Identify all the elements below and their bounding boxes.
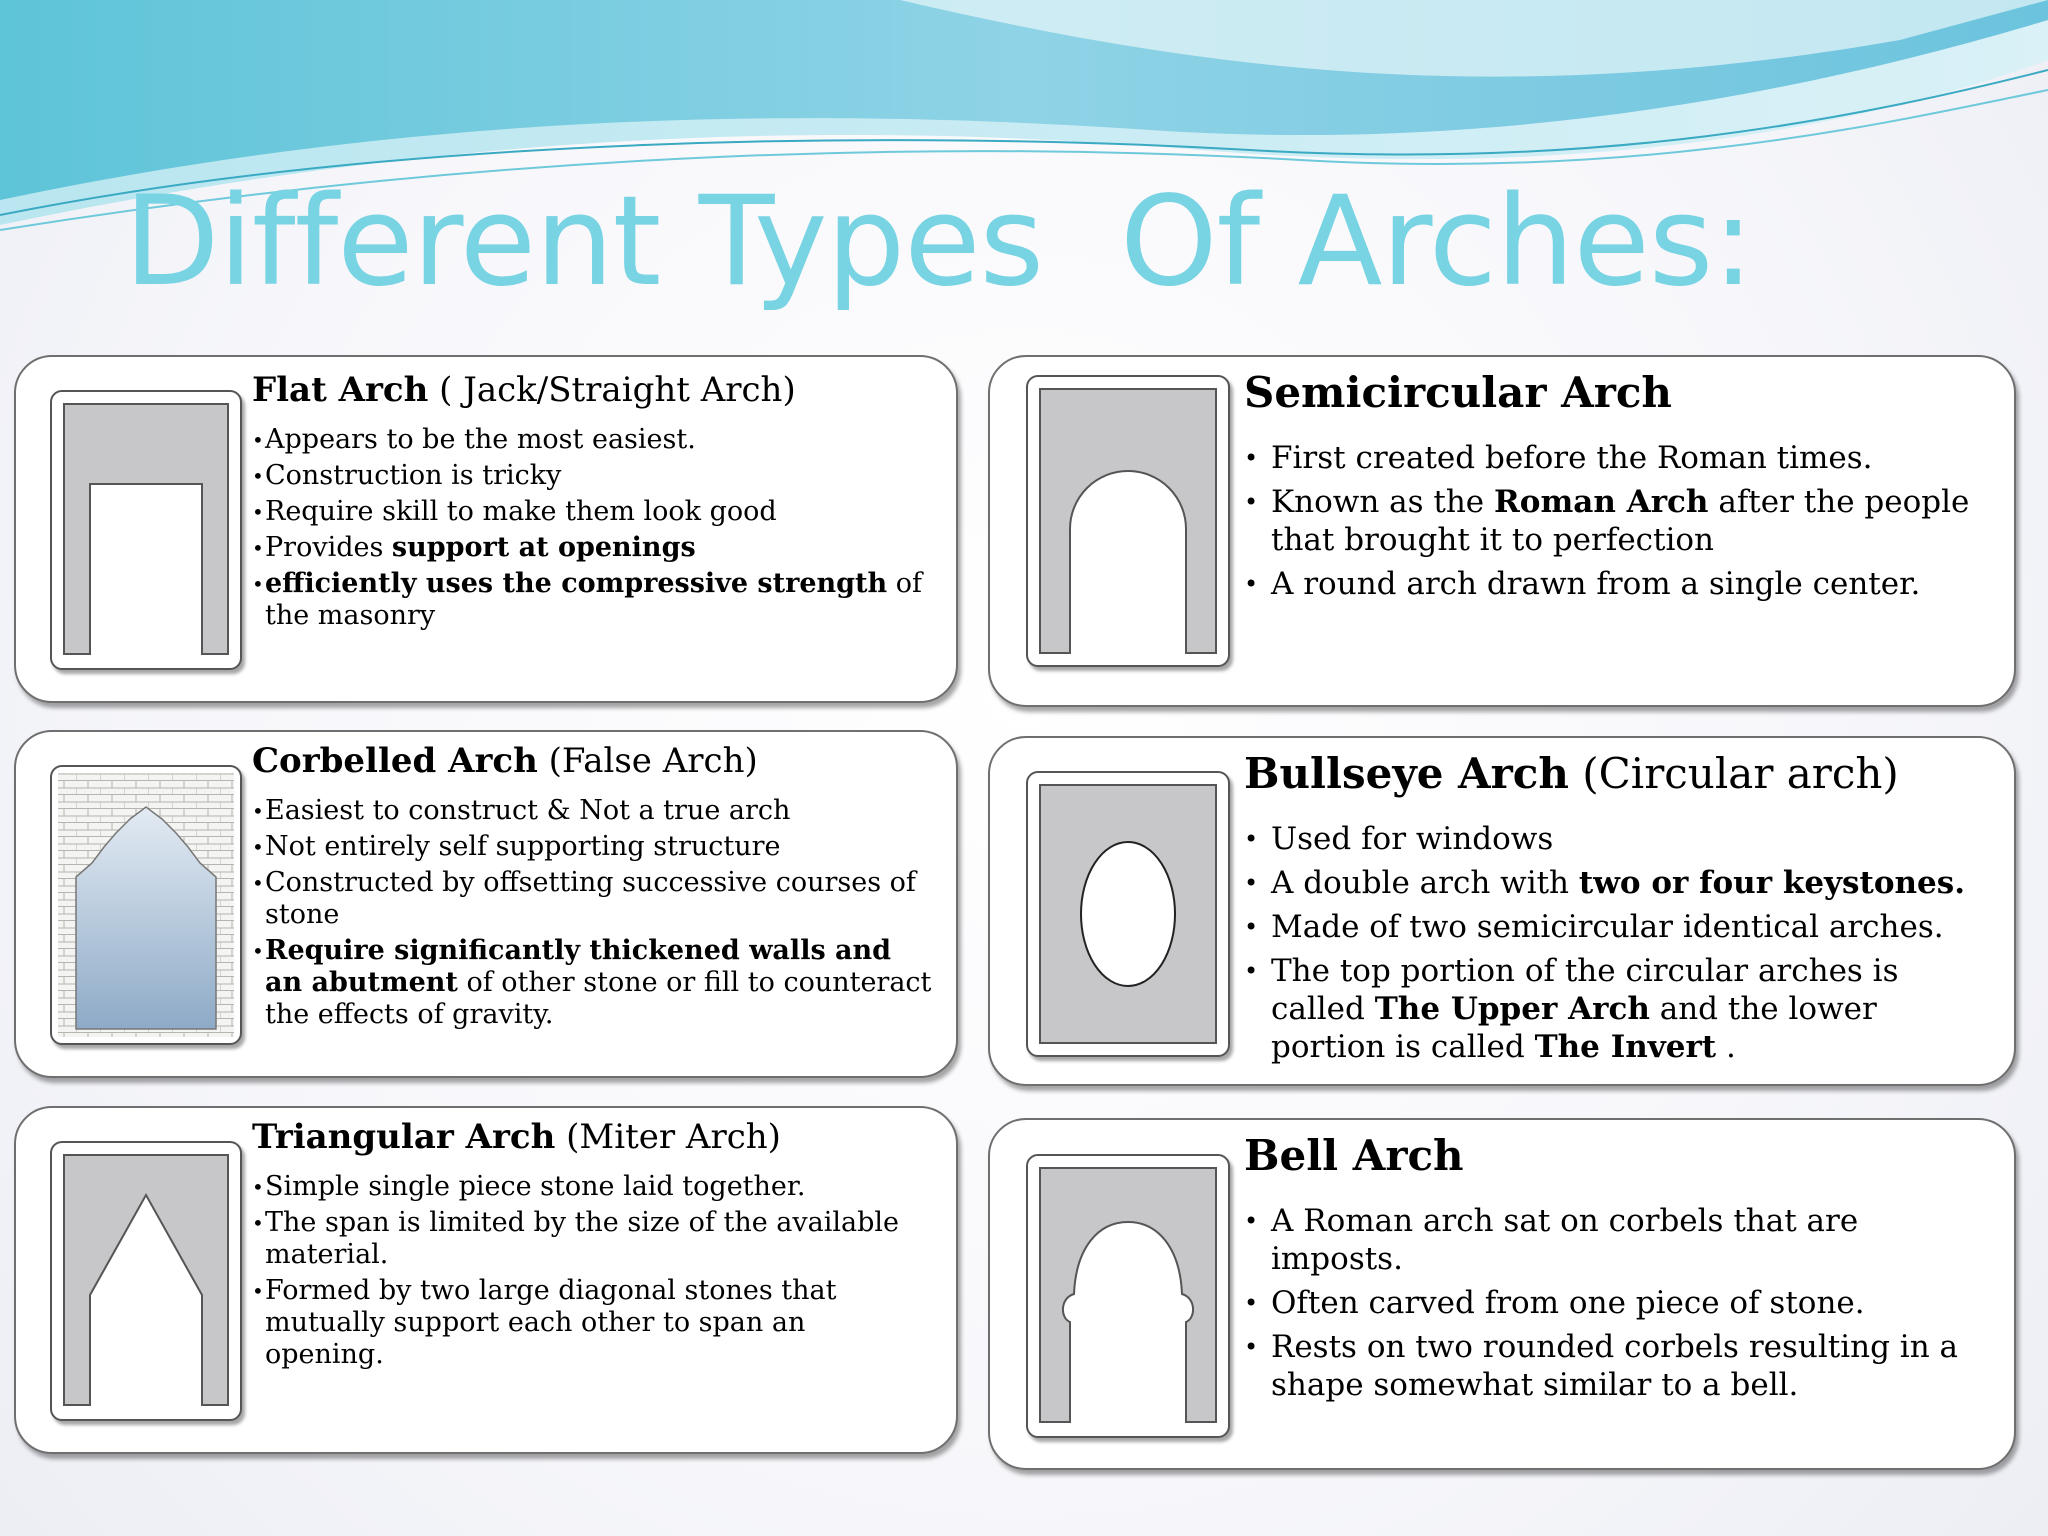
card-title: Bullseye Arch (Circular arch) [1244, 749, 1899, 798]
bold-text: efficiently uses the compressive strength [265, 568, 888, 599]
text-run: Not entirely self supporting structure [265, 831, 781, 862]
text-run: . [1716, 1029, 1736, 1065]
bullet-point [252, 532, 932, 564]
bullseye-arch-icon [1028, 773, 1228, 1055]
bullet-point [252, 1171, 932, 1203]
bullet-point [252, 424, 932, 456]
corbelled-arch-icon [52, 767, 240, 1043]
bullet-point [1244, 483, 1984, 559]
text-run: Construction is tricky [265, 460, 562, 491]
flat-arch-image [50, 390, 242, 670]
bullet-point [252, 568, 932, 632]
bullet-point [252, 1207, 932, 1271]
bullet-point [1244, 908, 1984, 946]
bullet-point [252, 795, 932, 827]
bullet-list [1244, 439, 1984, 609]
bold-text: The Upper Arch [1374, 991, 1650, 1027]
flat-arch-icon [52, 392, 240, 668]
bullet-point [1244, 439, 1984, 477]
triangular-arch-image [50, 1141, 242, 1421]
text-run: of the masonry [265, 568, 922, 631]
bullet-list [252, 1171, 932, 1375]
card-title: Bell Arch [1244, 1131, 1464, 1180]
text-run: after the people that brought it to perfection [1271, 484, 1970, 558]
text-run: Rests on two rounded corbels resulting in a shape somewhat similar to a bell. [1271, 1329, 1959, 1403]
bullet-point [252, 460, 932, 492]
card-title: Flat Arch ( Jack/Straight Arch) [252, 370, 796, 410]
triangular-arch-card [14, 1106, 958, 1454]
card-title: Triangular Arch (Miter Arch) [252, 1117, 781, 1157]
bullet-list [1244, 1202, 1984, 1410]
text-run: Formed by two large diagonal stones that mutually support each other to span an opening. [265, 1275, 837, 1370]
bullet-point [1244, 1328, 1984, 1404]
bullet-point [252, 1275, 932, 1371]
text-run: Require skill to make them look good [265, 496, 777, 527]
card-title: Semicircular Arch [1244, 368, 1672, 417]
text-run: Easiest to construct & Not a true arch [265, 795, 791, 826]
bold-text: two or four keystones. [1578, 865, 1966, 901]
card-title: Corbelled Arch (False Arch) [252, 741, 758, 781]
bell-arch-image [1026, 1154, 1230, 1438]
bullet-list [252, 424, 932, 636]
bullet-point [252, 496, 932, 528]
flat-arch-card [14, 355, 958, 703]
text-run: Appears to be the most easiest. [265, 424, 696, 455]
bullet-point [252, 935, 932, 1031]
text-run: A round arch drawn from a single center. [1271, 566, 1921, 602]
text-run: Often carved from one piece of stone. [1271, 1285, 1865, 1321]
text-run: and the lower portion is called [1271, 991, 1877, 1065]
text-run: Known as the [1271, 484, 1495, 520]
bullet-point [1244, 1202, 1984, 1278]
bullet-point [1244, 952, 1984, 1066]
bullet-list [252, 795, 932, 1035]
semicircular-arch-card [988, 355, 2016, 707]
text-run: Constructed by offsetting successive courses of stone [265, 867, 916, 930]
bullet-point [1244, 1284, 1984, 1322]
bullet-point [1244, 820, 1984, 858]
bullet-point [252, 867, 932, 931]
text-run: A double arch with [1271, 865, 1579, 901]
text-run: of other stone or fill to counteract the effects of gravity. [265, 967, 932, 1030]
text-run: Made of two semicircular identical arches. [1271, 909, 1944, 945]
semicircular-arch-image [1026, 375, 1230, 667]
text-run: The span is limited by the size of the available material. [265, 1207, 899, 1270]
text-run: Used for windows [1271, 821, 1554, 857]
bell-arch-icon [1028, 1156, 1228, 1436]
text-run: Simple single piece stone laid together. [265, 1171, 806, 1202]
page-title: Different Types Of Arches: [124, 170, 1754, 314]
bullet-point [1244, 565, 1984, 603]
bold-text: Roman Arch [1494, 484, 1709, 520]
corbelled-arch-image [50, 765, 242, 1045]
bold-text: support at openings [391, 532, 696, 563]
bold-text: Require significantly thickened walls and an abutment [265, 935, 892, 998]
text-run: The top portion of the circular arches is called [1271, 953, 1899, 1027]
corbelled-arch-card [14, 730, 958, 1078]
semicircular-arch-icon [1028, 377, 1228, 665]
bold-text: The Invert [1534, 1029, 1717, 1065]
triangular-arch-icon [52, 1143, 240, 1419]
bullet-list [1244, 820, 1984, 1072]
text-run: A Roman arch sat on corbels that are imposts. [1271, 1203, 1859, 1277]
bullseye-arch-image [1026, 771, 1230, 1057]
bullet-point [252, 831, 932, 863]
text-run: First created before the Roman times. [1271, 440, 1873, 476]
bell-arch-card [988, 1118, 2016, 1470]
bullseye-arch-card [988, 736, 2016, 1086]
bullet-point [1244, 864, 1984, 902]
text-run: Provides [265, 532, 392, 563]
